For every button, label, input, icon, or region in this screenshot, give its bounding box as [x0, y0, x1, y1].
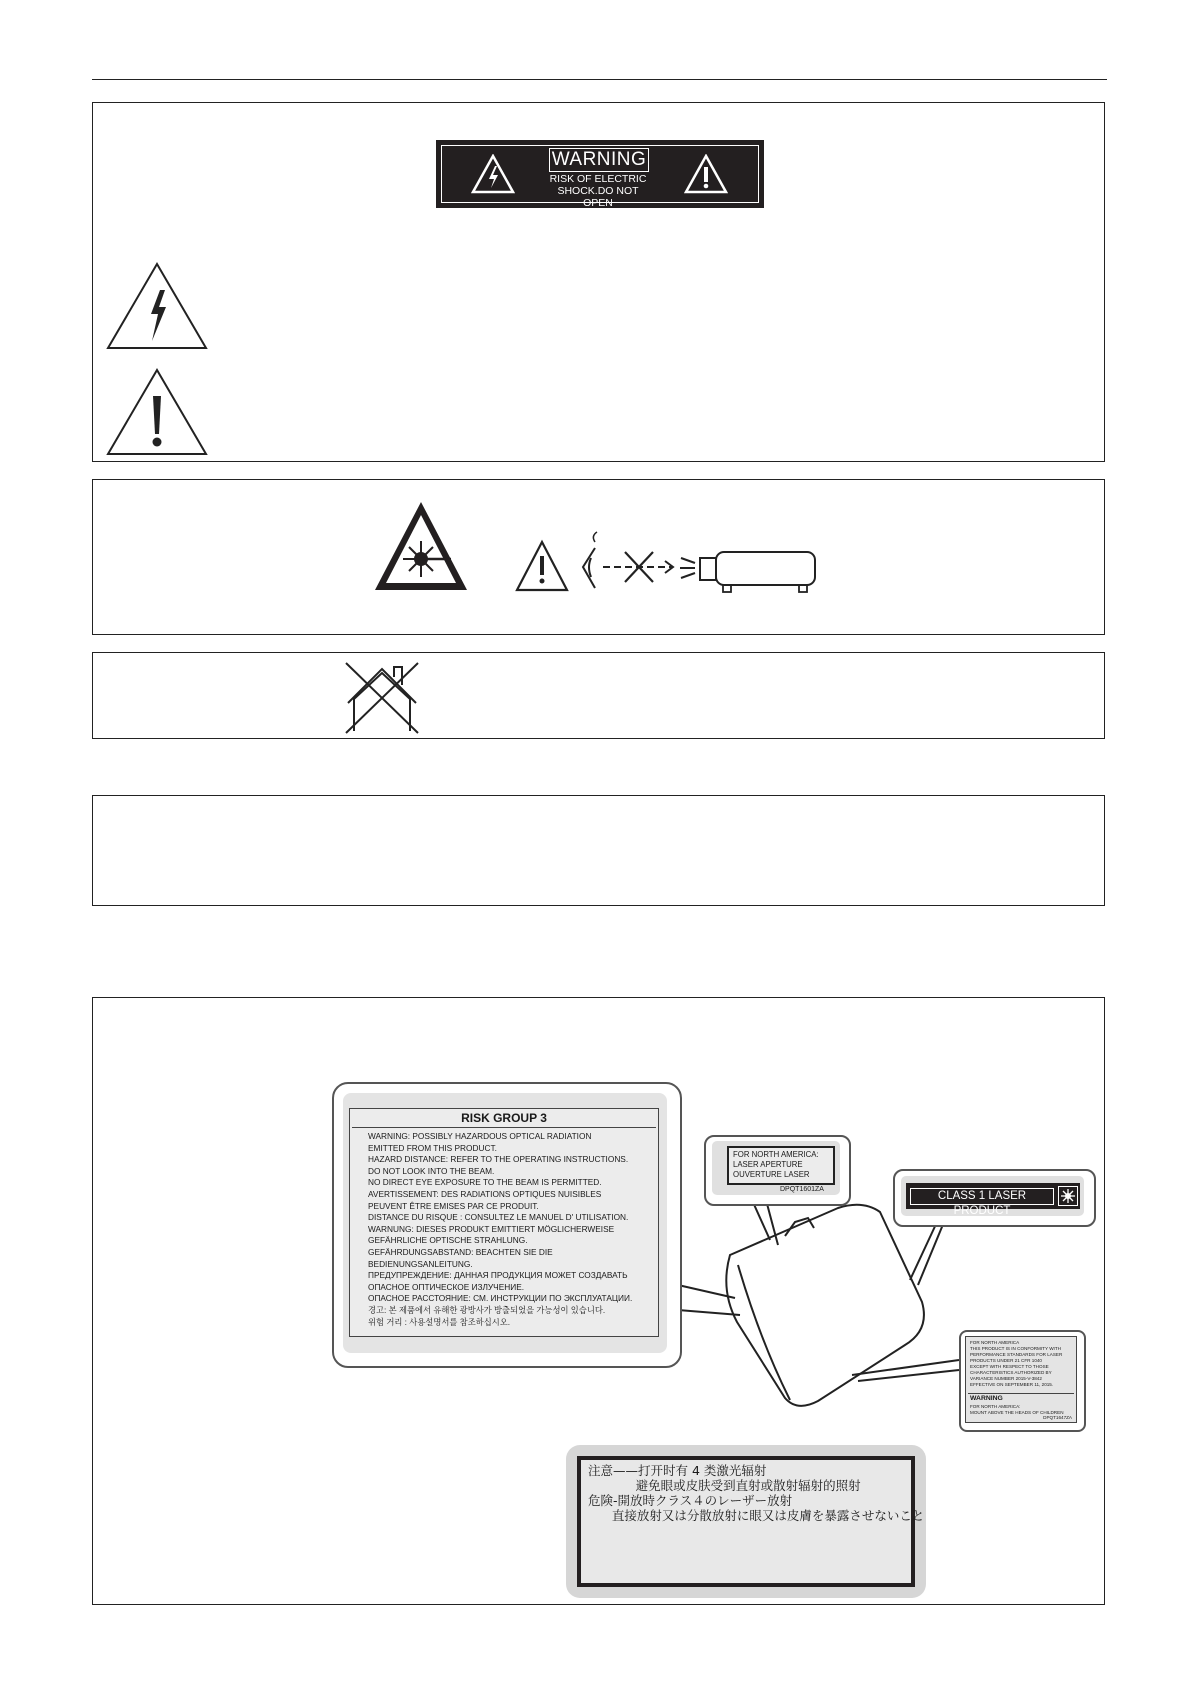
- conformity-code: DPQT1647ZA: [1043, 1415, 1072, 1420]
- class1-label: [906, 1183, 1080, 1217]
- class1-label-text: CLASS 1 LASER PRODUCT: [910, 1188, 1054, 1205]
- conformity-warning: WARNING: [970, 1395, 1003, 1402]
- cjk-label-text: 注意——打开时有 4 类激光辐射 避免眼或皮肤受到直射或散射辐射的照射 危険-開放時クラス４のレーザー放射 直接放射又は分散放射に眼又は皮膚を暴露させないこと: [588, 1463, 925, 1523]
- risk-group-label: [349, 1108, 659, 1337]
- aperture-label-text: FOR NORTH AMERICA: LASER APERTURE OUVERTURE LASER: [733, 1150, 819, 1179]
- banner-line-2: SHOCK.DO NOT OPEN: [557, 185, 639, 209]
- conformity-label: [965, 1336, 1077, 1423]
- risk-group-title: RISK GROUP 3: [461, 1111, 547, 1125]
- banner-line-1: RISK OF ELECTRIC: [549, 173, 647, 185]
- conformity-mount-text: FOR NORTH AMERICA: MOUNT ABOVE THE HEADS OF CHILDREN: [970, 1404, 1064, 1415]
- risk-group-text: WARNING: POSSIBLY HAZARDOUS OPTICAL RADIATION EMITTED FROM THIS PRODUCT. HAZARD DISTANCE: REFER TO THE OPERATING INSTRUCTIONS. DO NOT LOOK INTO THE BEAM. NO DIRECT EYE EXPOSURE TO THE BEAM IS PERMITTED. AVERTISSEMENT: DES RADIATIONS OPTIQUES NUISIBLES PEUVENT ÊTRE EMISES PAR CE PRODUIT. DISTANCE DU RISQUE : CONSULTEZ LE MANUEL D' UTILISATION. WARNUNG: DIESES PRODUKT EMITTIERT MÖGLICHERWEISE GEFÄHRLICHE OPTISCHE STRAHLUNG. GEFÄHRDUNGSABSTAND: BEACHTEN SIE DIE BEDIENUNGSANLEITUNG. ПРЕДУПРЕЖДЕНИЕ: ДАННАЯ ПРОДУКЦИЯ МОЖЕТ СОЗДАВАТЬ ОПАСНОЕ ОПТИЧЕСКОЕ ИЗЛУЧЕНИЕ. ОПАСНОЕ РАССТОЯНИЕ: СМ. ИНСТРУКЦИИ ПО ЭКСПЛУАТАЦИИ. 경고: 본 제품에서 유해한 광방사가 방출되었을 가능성이 있습니다. 위험 거리 : 사용설명서를 참조하십시오.: [368, 1131, 633, 1327]
- conformity-text: FOR NORTH AMERICA THIS PRODUCT IS IN CONFORMITY WITH PERFORMANCE STANDARDS FOR LASER PRODUCTS UNDER 21 CFR 1040 EXCEPT WITH RESPECT TO THOSE CHARACTERISTICS AUTHORIZED BY VARIANCE NUMBER 2015-V-3842 EFFECTIVE ON SEPTEMBER 11, 2015.: [970, 1340, 1063, 1387]
- aperture-label-code: DPQT1601ZA: [780, 1186, 824, 1193]
- banner-title: WARNING: [549, 148, 649, 172]
- laser-starburst-icon: [1058, 1186, 1078, 1206]
- cjk-laser-label: [577, 1456, 925, 1587]
- aperture-label: [727, 1146, 835, 1185]
